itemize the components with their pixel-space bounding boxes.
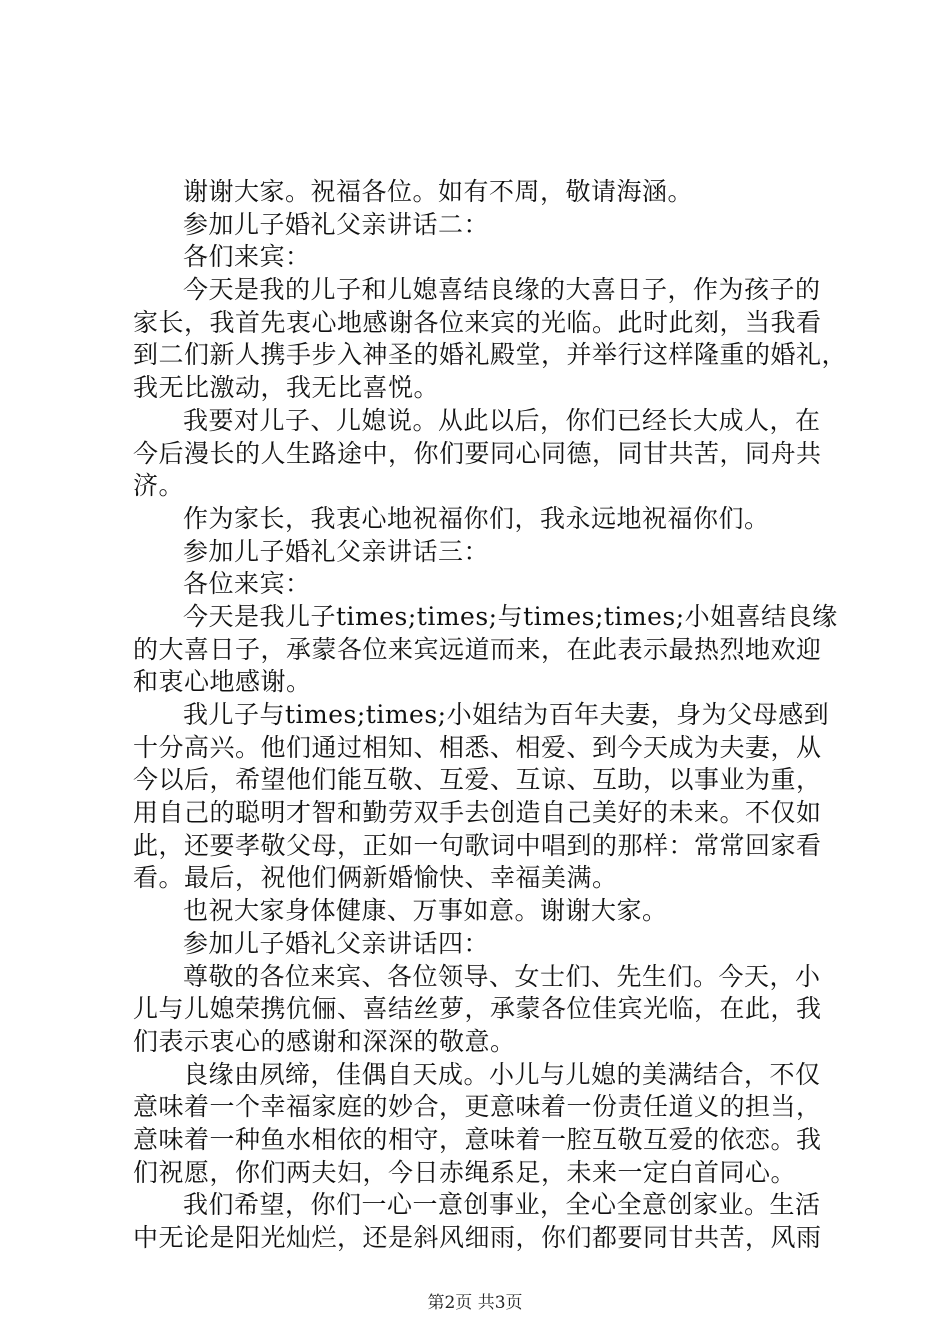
text-line: 家长，我首先衷心地感谢各位来宾的光临。此时此刻，当我看 [133, 307, 822, 337]
text-line: 儿与儿媳荣携伉俪、喜结丝萝，承蒙各位佳宾光临，在此，我 [133, 994, 822, 1024]
text-line: 我儿子与times;times;小姐结为百年夫妻，身为父母感到 [183, 700, 830, 729]
text-line: 十分高兴。他们通过相知、相悉、相爱、到今天成为夫妻，从 [133, 732, 822, 762]
text-line: 看。最后，祝他们俩新婚愉快、幸福美满。 [133, 863, 618, 893]
text-line: 中无论是阳光灿烂，还是斜风细雨，你们都要同甘共苦，风雨 [133, 1223, 822, 1252]
text-line: 良缘由夙缔，佳偶自天成。小儿与儿媳的美满结合，不仅 [183, 1059, 821, 1089]
text-line: 今以后，希望他们能互敬、互爱、互谅、互助，以事业为重， [133, 765, 822, 795]
section-heading: 参加儿子婚礼父亲讲话四： [183, 928, 490, 958]
text-line: 今天是我儿子times;times;与times;times;小姐喜结良缘 [183, 601, 838, 631]
document-body [133, 176, 848, 1255]
text-line: 们祝愿，你们两夫妇，今日赤绳系足，未来一定白首同心。 [133, 1157, 797, 1187]
text-line: 的大喜日子，承蒙各位来宾远道而来，在此表示最热烈地欢迎 [133, 634, 822, 664]
text-line: 也祝大家身体健康、万事如意。谢谢大家。 [183, 896, 668, 926]
text-line: 作为家长，我衷心地祝福你们，我永远地祝福你们。 [183, 503, 770, 533]
text-line: 尊敬的各位来宾、各位领导、女士们、先生们。今天，小 [183, 961, 821, 991]
text-line: 我要对儿子、儿媳说。从此以后，你们已经长大成人，在 [183, 405, 821, 435]
text-line: 今天是我的儿子和儿媳喜结良缘的大喜日子，作为孩子的 [183, 275, 821, 305]
text-line: 意味着一种鱼水相依的相守，意味着一腔互敬互爱的依恋。我 [133, 1124, 822, 1154]
text-line: 到二们新人携手步入神圣的婚礼殿堂，并举行这样隆重的婚礼， [133, 340, 848, 370]
text-line: 我无比激动，我无比喜悦。 [133, 373, 440, 403]
page-footer: 第2页 共3页 [427, 1293, 523, 1313]
text-line: 和衷心地感谢。 [133, 667, 312, 697]
salutation: 各们来宾： [183, 242, 311, 272]
text-line: 们表示衷心的感谢和深深的敬意。 [133, 1026, 516, 1056]
salutation: 各位来宾： [183, 569, 311, 599]
text-line: 今后漫长的人生路途中，你们要同心同德，同甘共苦，同舟共 [133, 438, 822, 468]
text-line: 此，还要孝敬父母，正如一句歌词中唱到的那样：常常回家看 [133, 830, 822, 860]
text-line: 我们希望，你们一心一意创事业，全心全意创家业。生活 [183, 1190, 821, 1220]
section-heading: 参加儿子婚礼父亲讲话三： [183, 536, 490, 566]
text-line: 谢谢大家。祝福各位。如有不周，敬请海涵。 [183, 177, 694, 206]
text-line: 意味着一个幸福家庭的妙合，更意味着一份责任道义的担当， [133, 1092, 822, 1122]
section-heading: 参加儿子婚礼父亲讲话二： [183, 209, 490, 239]
text-line: 用自己的聪明才智和勤劳双手去创造自己美好的未来。不仅如 [133, 798, 822, 828]
text-line: 济。 [133, 471, 185, 501]
